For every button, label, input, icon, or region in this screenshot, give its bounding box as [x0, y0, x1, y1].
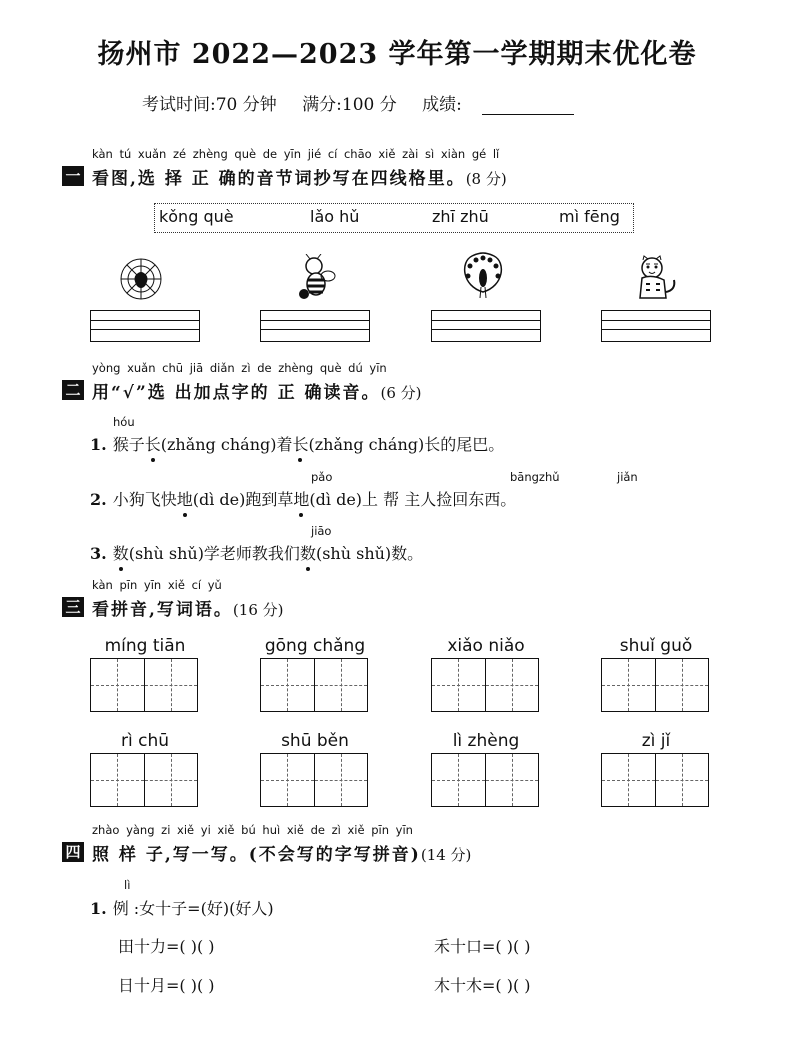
option-1: kǒng què	[159, 207, 234, 226]
anno-li: lì	[124, 878, 131, 892]
spider-picture	[118, 256, 164, 304]
dotted-char: 地	[293, 490, 310, 509]
word-pinyin: lì zhèng	[452, 731, 520, 751]
s1-title-text: 看图,选 择 正 确的音节词抄写在四线格里。	[92, 169, 466, 189]
s4-score: (14 分)	[420, 846, 472, 864]
s3-title-text: 看拼音,写词语。	[92, 600, 233, 620]
option-2: lǎo hǔ	[310, 207, 360, 226]
equation-3[interactable]: 日十月=( )( )	[118, 976, 215, 995]
equation-1[interactable]: 田十力=( )( )	[118, 937, 215, 956]
score-blank[interactable]	[482, 96, 574, 115]
tiger-picture	[632, 254, 678, 302]
word-group-5	[90, 731, 200, 807]
score-label: 成绩:	[422, 95, 462, 115]
s1-pinyin: kàn tú xuǎn zé zhèng què de yīn jié cí chāo xiě zài sì xiàn gé lǐ	[92, 147, 500, 161]
dotted-char: 数	[112, 544, 129, 563]
s4-title-text: 照 样 子,写一写。(不会写的字写拼音)	[92, 845, 421, 865]
four-line-grid-3[interactable]	[431, 310, 541, 342]
dotted-char: 数	[299, 544, 316, 563]
tian-grid[interactable]	[431, 753, 539, 807]
anno-hou: hóu	[113, 415, 135, 429]
section-one-icon: 一	[62, 166, 84, 186]
word-group-7	[431, 731, 541, 807]
s4-pinyin: zhào yàng zi xiě yi xiě bú huì xiě de zì xiě pīn yīn	[92, 823, 413, 837]
word-pinyin: shuǐ guǒ	[619, 636, 693, 656]
s2-pinyin: yòng xuǎn chū jiā diǎn zì de zhèng què dú yīn	[92, 361, 387, 375]
reading-choice-2[interactable]: (dì de)上 帮 主人捡回东西。	[309, 490, 517, 509]
reading-choice-1[interactable]: (zhǎng cháng)着	[160, 435, 293, 454]
anno-pao: pǎo	[311, 470, 333, 484]
word-pinyin: rì chū	[120, 731, 169, 751]
peacock-picture	[460, 252, 506, 300]
tian-grid[interactable]	[431, 658, 539, 712]
question-2-1	[90, 432, 504, 455]
word-pinyin: xiǎo niǎo	[447, 636, 525, 656]
anno-jian: jiǎn	[617, 470, 638, 484]
example-text: 例 :女十子=(好)(好人)	[112, 899, 274, 918]
word-pinyin: zì jǐ	[641, 731, 671, 751]
s3-pinyin: kàn pīn yīn xiě cí yǔ	[92, 578, 222, 592]
word-pinyin: gōng chǎng	[264, 636, 366, 656]
word-group-2	[260, 636, 370, 712]
word-group-3	[431, 636, 541, 712]
s4-title	[92, 840, 471, 865]
example-line	[90, 896, 274, 919]
word-pinyin: shū běn	[281, 731, 349, 751]
tian-grid[interactable]	[601, 753, 709, 807]
page-title: 扬州市 2022—2023 学年第一学期期末优化卷	[97, 39, 697, 70]
option-4: mì fēng	[559, 207, 620, 226]
section-three-icon: 三	[62, 597, 84, 617]
tian-grid[interactable]	[260, 753, 368, 807]
tian-grid[interactable]	[601, 658, 709, 712]
word-group-1	[90, 636, 200, 712]
word-group-6	[260, 731, 370, 807]
full-score: 满分:100 分	[302, 95, 397, 115]
q-num: 3.	[90, 544, 107, 563]
anno-jiao: jiāo	[311, 524, 332, 538]
reading-choice-1[interactable]: (dì de)跑到草	[192, 490, 294, 509]
section-two-icon: 二	[62, 380, 84, 400]
dotted-char: 地	[176, 490, 193, 509]
dotted-char: 长	[144, 435, 161, 454]
pinyin-option-box	[154, 203, 634, 233]
reading-choice-2[interactable]: (zhǎng cháng)长的尾巴。	[308, 435, 505, 454]
bee-picture	[292, 254, 338, 302]
anno-bangzhu: bāngzhǔ	[510, 470, 560, 484]
four-line-grid-1[interactable]	[90, 310, 200, 342]
four-line-grid-2[interactable]	[260, 310, 370, 342]
s2-title-text: 用“√”选 出加点字的 正 确读音。	[92, 383, 381, 403]
question-2-2	[90, 487, 516, 510]
section-four-icon: 四	[62, 842, 84, 862]
s2-title	[92, 378, 422, 403]
tian-grid[interactable]	[90, 753, 198, 807]
reading-choice-1[interactable]: (shù shǔ)学老师教我们	[128, 544, 300, 563]
option-3: zhī zhū	[432, 207, 489, 226]
question-2-3	[90, 541, 423, 564]
word-pinyin: míng tiān	[104, 636, 186, 656]
s3-score: (16 分)	[232, 601, 284, 619]
s3-title	[92, 595, 283, 620]
q-num: 1.	[90, 435, 107, 454]
equation-4[interactable]: 木十木=( )( )	[434, 976, 531, 995]
q-text: 小狗飞快	[112, 490, 177, 509]
tian-grid[interactable]	[90, 658, 198, 712]
s1-score: (8 分)	[465, 170, 507, 188]
exam-info	[142, 90, 594, 115]
exam-time: 考试时间:70 分钟	[142, 95, 277, 115]
q-num: 2.	[90, 490, 107, 509]
equation-2[interactable]: 禾十口=( )( )	[434, 937, 531, 956]
dotted-char: 长	[292, 435, 309, 454]
reading-choice-2[interactable]: (shù shǔ)数。	[315, 544, 424, 563]
s2-score: (6 分)	[380, 384, 422, 402]
s1-title	[92, 164, 507, 189]
q-num: 1.	[90, 899, 107, 918]
tian-grid[interactable]	[260, 658, 368, 712]
word-group-8	[601, 731, 711, 807]
four-line-grid-4[interactable]	[601, 310, 711, 342]
q-text: 猴子	[112, 435, 145, 454]
word-group-4	[601, 636, 711, 712]
